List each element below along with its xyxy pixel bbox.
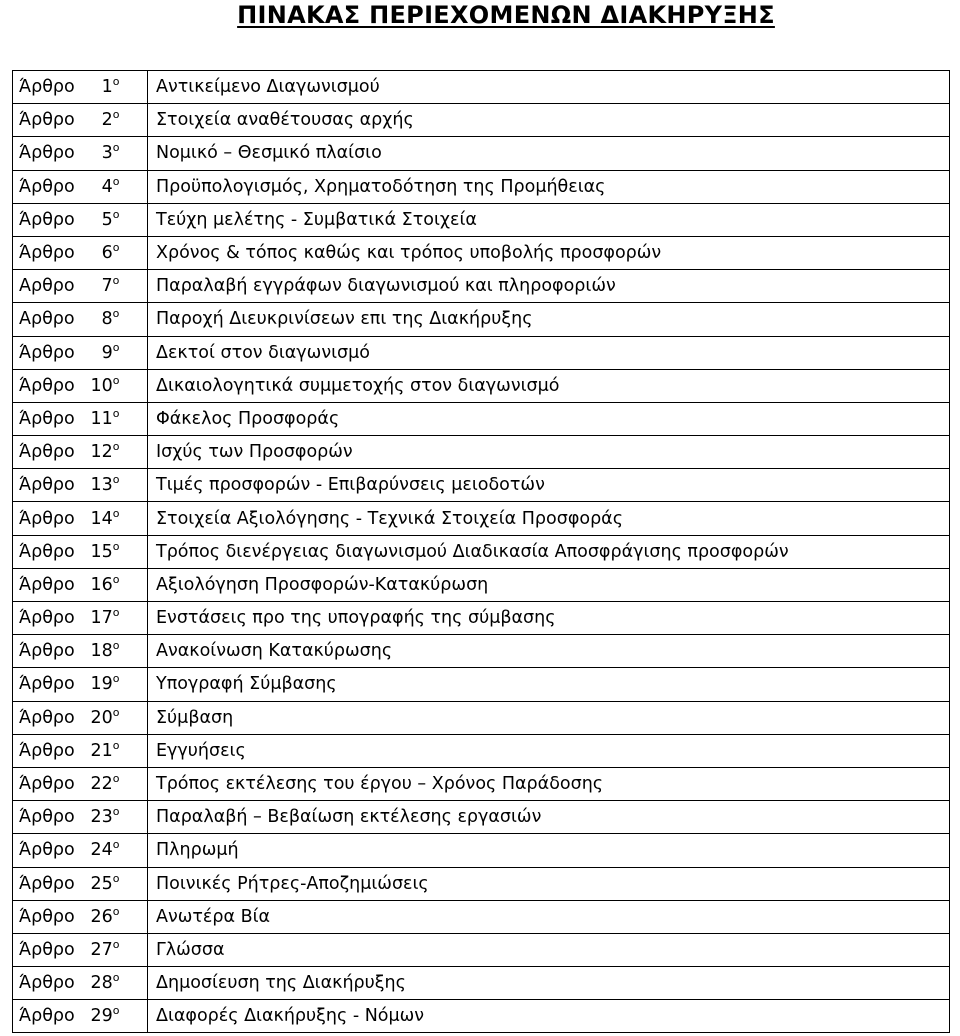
ordinal-indicator: ο [112, 141, 120, 155]
article-topic: Ισχύς των Προσφορών [148, 436, 950, 469]
article-label-cell [13, 568, 148, 601]
ordinal-indicator: ο [112, 938, 120, 952]
article-topic: Τρόπος διενέργειας διαγωνισμού Διαδικασία Αποσφράγισης προσφορών [148, 535, 950, 568]
article-number: 26 [90, 906, 113, 927]
article-label-cell [13, 867, 148, 900]
ordinal-indicator: ο [112, 573, 120, 587]
article-label-cell [13, 71, 148, 104]
ordinal-indicator: ο [112, 639, 120, 653]
article-word: Άρθρο [19, 541, 75, 562]
table-row [13, 767, 950, 800]
article-number: 1 [101, 77, 113, 98]
ordinal-indicator: ο [112, 506, 120, 520]
article-label-cell [13, 834, 148, 867]
article-topic: Στοιχεία αναθέτουσας αρχής [148, 104, 950, 137]
article-label-cell [13, 170, 148, 203]
article-label-cell [13, 668, 148, 701]
article-label-cell [13, 270, 148, 303]
article-word: Άρθρο [19, 143, 75, 164]
article-word: Άρθρο [19, 641, 75, 662]
article-word: Άρθρο [19, 873, 75, 894]
article-word: Άρθρο [19, 740, 75, 761]
article-number: 8 [101, 309, 113, 330]
ordinal-indicator: ο [112, 274, 120, 288]
article-topic: Προϋπολογισμός, Χρηματοδότηση της Προμήθειας [148, 170, 950, 203]
article-number: 18 [90, 641, 113, 662]
table-row [13, 734, 950, 767]
article-label-cell [13, 236, 148, 269]
article-label-cell [13, 303, 148, 336]
article-label-cell [13, 701, 148, 734]
table-row [13, 270, 950, 303]
article-topic: Παραλαβή – Βεβαίωση εκτέλεσης εργασιών [148, 801, 950, 834]
ordinal-indicator: ο [112, 772, 120, 786]
article-word: Άρθρο [19, 442, 75, 463]
table-row [13, 801, 950, 834]
article-number: 14 [90, 508, 113, 529]
article-label-cell [13, 933, 148, 966]
ordinal-indicator: ο [112, 373, 120, 387]
article-number: 29 [90, 1006, 113, 1027]
article-label-cell [13, 635, 148, 668]
article-label-cell [13, 734, 148, 767]
table-row [13, 635, 950, 668]
toc-body [13, 71, 950, 1033]
article-word: Άρθρο [19, 608, 75, 629]
ordinal-indicator: ο [112, 871, 120, 885]
table-row [13, 402, 950, 435]
table-row [13, 701, 950, 734]
table-row [13, 469, 950, 502]
article-number: 9 [101, 342, 113, 363]
article-topic: Παραλαβή εγγράφων διαγωνισμού και πληροφοριών [148, 270, 950, 303]
article-label-cell [13, 436, 148, 469]
table-row [13, 71, 950, 104]
article-topic: Νομικό – Θεσμικό πλαίσιο [148, 137, 950, 170]
article-label-cell [13, 535, 148, 568]
article-number: 24 [90, 840, 113, 861]
article-number: 10 [90, 375, 113, 396]
article-number: 13 [90, 475, 113, 496]
ordinal-indicator: ο [112, 904, 120, 918]
article-word: Άρθρο [19, 807, 75, 828]
ordinal-indicator: ο [112, 739, 120, 753]
table-row [13, 568, 950, 601]
article-word: Άρθρο [19, 939, 75, 960]
ordinal-indicator: ο [112, 407, 120, 421]
article-topic: Παροχή Διευκρινίσεων επι της Διακήρυξης [148, 303, 950, 336]
table-row [13, 170, 950, 203]
ordinal-indicator: ο [112, 340, 120, 354]
table-row [13, 436, 950, 469]
article-topic: Δικαιολογητικά συμμετοχής στον διαγωνισμό [148, 369, 950, 402]
article-number: 11 [90, 408, 113, 429]
table-row [13, 137, 950, 170]
article-word: Άρθρο [19, 408, 75, 429]
table-row [13, 933, 950, 966]
table-row [13, 369, 950, 402]
article-word: Άρθρο [19, 707, 75, 728]
ordinal-indicator: ο [112, 440, 120, 454]
ordinal-indicator: ο [112, 838, 120, 852]
article-label-cell [13, 402, 148, 435]
article-topic: Αντικείμενο Διαγωνισμού [148, 71, 950, 104]
article-number: 27 [90, 939, 113, 960]
article-number: 16 [90, 574, 113, 595]
article-topic: Ποινικές Ρήτρες-Αποζημιώσεις [148, 867, 950, 900]
article-number: 4 [101, 176, 113, 197]
ordinal-indicator: ο [112, 307, 120, 321]
table-row [13, 967, 950, 1000]
article-number: 28 [90, 973, 113, 994]
article-topic: Διαφορές Διακήρυξης - Νόμων [148, 1000, 950, 1033]
article-label-cell [13, 900, 148, 933]
article-number: 6 [101, 243, 113, 264]
article-word: Άρθρο [19, 840, 75, 861]
table-row [13, 104, 950, 137]
article-label-cell [13, 967, 148, 1000]
article-label-cell [13, 203, 148, 236]
article-topic: Στοιχεία Αξιολόγησης - Τεχνικά Στοιχεία Προσφοράς [148, 502, 950, 535]
article-number: 5 [101, 209, 113, 230]
article-topic: Ανακοίνωση Κατακύρωσης [148, 635, 950, 668]
article-label-cell [13, 801, 148, 834]
article-word: Άρθρο [19, 176, 75, 197]
article-topic: Ενστάσεις προ της υπογραφής της σύμβασης [148, 602, 950, 635]
article-word: Άρθρο [19, 906, 75, 927]
article-word: Άρθρο [19, 110, 75, 131]
article-topic: Ανωτέρα Βία [148, 900, 950, 933]
ordinal-indicator: ο [112, 473, 120, 487]
article-topic: Δημοσίευση της Διακήρυξης [148, 967, 950, 1000]
article-word: Άρθρο [19, 342, 75, 363]
article-number: 17 [90, 608, 113, 629]
article-label-cell [13, 104, 148, 137]
table-row [13, 900, 950, 933]
article-topic: Τιμές προσφορών - Επιβαρύνσεις μειοδοτών [148, 469, 950, 502]
article-number: 20 [90, 707, 113, 728]
article-label-cell [13, 369, 148, 402]
article-label-cell [13, 336, 148, 369]
page-title: ΠΙΝΑΚΑΣ ΠΕΡΙΕΧΟΜΕΝΩΝ ΔΙΑΚΗΡΥΞΗΣ [237, 1, 775, 29]
article-topic: Εγγυήσεις [148, 734, 950, 767]
article-topic: Σύμβαση [148, 701, 950, 734]
article-word: Άρθρο [19, 475, 75, 496]
article-word: Άρθρο [19, 375, 75, 396]
article-number: 3 [101, 143, 113, 164]
ordinal-indicator: ο [112, 672, 120, 686]
article-label-cell [13, 767, 148, 800]
article-topic: Δεκτοί στον διαγωνισμό [148, 336, 950, 369]
table-row [13, 602, 950, 635]
article-word: Άρθρο [19, 209, 75, 230]
ordinal-indicator: ο [112, 75, 120, 89]
article-word: Άρθρο [19, 508, 75, 529]
table-row [13, 535, 950, 568]
article-word: Άρθρο [19, 973, 75, 994]
table-row [13, 668, 950, 701]
article-label-cell [13, 1000, 148, 1033]
article-topic: Πληρωμή [148, 834, 950, 867]
article-number: 19 [90, 674, 113, 695]
article-topic: Τεύχη μελέτης - Συμβατικά Στοιχεία [148, 203, 950, 236]
article-topic: Τρόπος εκτέλεσης του έργου – Χρόνος Παράδοσης [148, 767, 950, 800]
article-number: 2 [101, 110, 113, 131]
ordinal-indicator: ο [112, 174, 120, 188]
table-row [13, 834, 950, 867]
article-number: 22 [90, 774, 113, 795]
table-row [13, 502, 950, 535]
ordinal-indicator: ο [112, 241, 120, 255]
article-word: Άρθρο [19, 77, 75, 98]
article-label-cell [13, 137, 148, 170]
article-number: 7 [101, 276, 113, 297]
ordinal-indicator: ο [112, 805, 120, 819]
article-number: 25 [90, 873, 113, 894]
article-label-cell [13, 469, 148, 502]
article-number: 23 [90, 807, 113, 828]
article-topic: Γλώσσα [148, 933, 950, 966]
article-number: 15 [90, 541, 113, 562]
ordinal-indicator: ο [112, 705, 120, 719]
article-label-cell [13, 502, 148, 535]
article-label-cell [13, 602, 148, 635]
table-row [13, 867, 950, 900]
ordinal-indicator: ο [112, 208, 120, 222]
table-row [13, 236, 950, 269]
ordinal-indicator: ο [112, 108, 120, 122]
ordinal-indicator: ο [112, 606, 120, 620]
table-row [13, 203, 950, 236]
article-number: 12 [90, 442, 113, 463]
article-topic: Αξιολόγηση Προσφορών-Κατακύρωση [148, 568, 950, 601]
article-word: Άρθρο [19, 1006, 75, 1027]
article-word: Αρθρο [19, 309, 75, 330]
article-word: Άρθρο [19, 243, 75, 264]
ordinal-indicator: ο [112, 971, 120, 985]
article-word: Άρθρο [19, 774, 75, 795]
table-row [13, 303, 950, 336]
article-word: Άρθρο [19, 674, 75, 695]
table-of-contents [12, 70, 950, 1033]
article-topic: Χρόνος & τόπος καθώς και τρόπος υποβολής προσφορών [148, 236, 950, 269]
ordinal-indicator: ο [112, 1004, 120, 1018]
article-topic: Φάκελος Προσφοράς [148, 402, 950, 435]
article-word: Άρθρο [19, 574, 75, 595]
article-word: Αρθρο [19, 276, 75, 297]
table-row [13, 336, 950, 369]
article-number: 21 [90, 740, 113, 761]
ordinal-indicator: ο [112, 539, 120, 553]
article-topic: Υπογραφή Σύμβασης [148, 668, 950, 701]
table-row [13, 1000, 950, 1033]
